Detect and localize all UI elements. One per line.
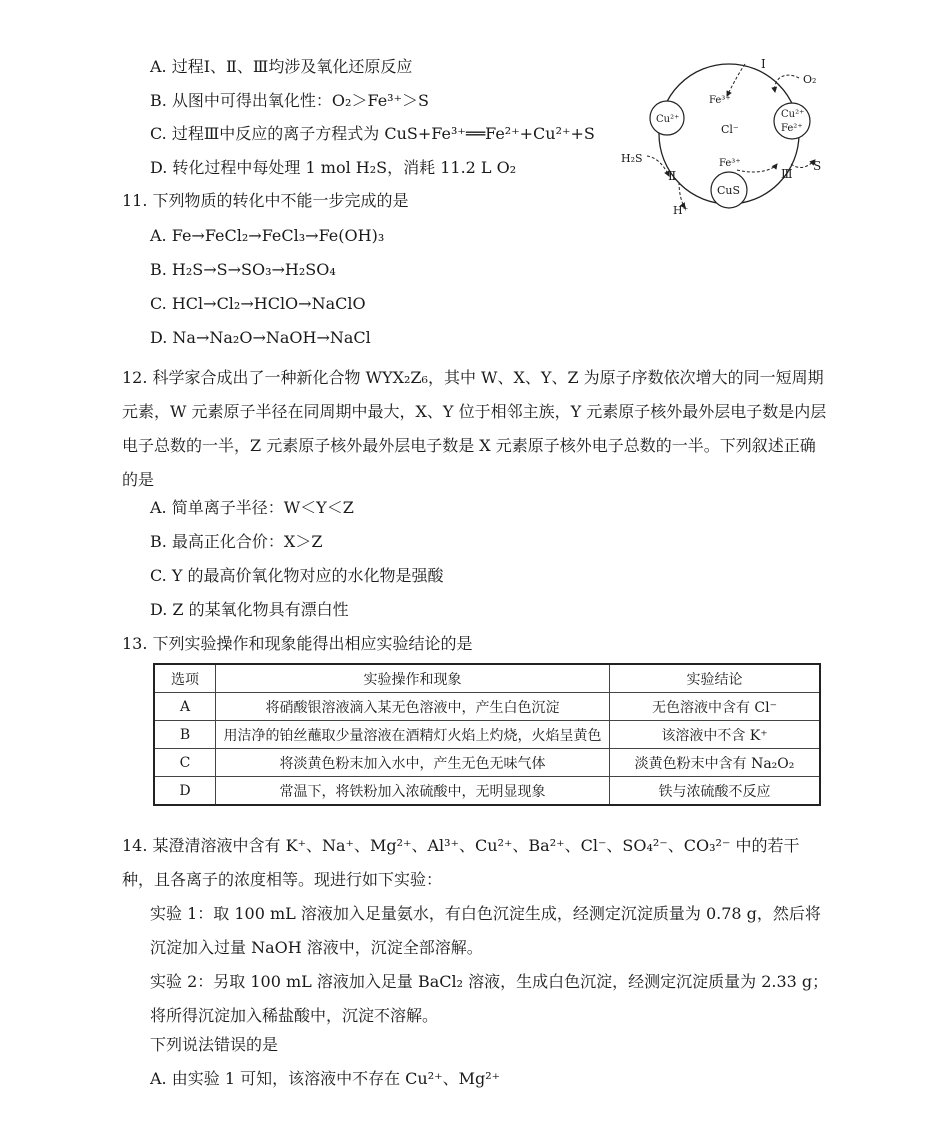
row-operation: 将淡黄色粉末加入水中，产生无色无味气体 xyxy=(216,749,610,777)
arrow-fe3-in xyxy=(737,164,777,172)
arrow-h2s-in xyxy=(647,156,669,176)
q14-stem: 14. 某澄清溶液中含有 K⁺、Na⁺、Mg²⁺、Al³⁺、Cu²⁺、Ba²⁺、Cl⁻、SO₄²⁻、CO₃²⁻ 中的若干种，且各离子的浓度相等。现进行如下实验： xyxy=(122,836,800,889)
q13-table xyxy=(153,663,821,806)
row-option: B xyxy=(154,721,216,749)
q14-question: 下列说法错误的是 xyxy=(150,1035,279,1054)
q13-stem: 13. 下列实验操作和现象能得出相应实验结论的是 xyxy=(122,634,473,653)
fe2-right-label: Fe²⁺ xyxy=(781,123,803,134)
step-ii-label: Ⅱ xyxy=(668,169,677,183)
q11-stem: 11. 下列物质的转化中不能一步完成的是 xyxy=(122,191,409,210)
table-row xyxy=(154,749,820,777)
table-row xyxy=(154,721,820,749)
q12-option-c: C. Y 的最高价氧化物对应的水化物是强酸 xyxy=(150,566,444,585)
q12-option-d: D. Z 的某氧化物具有漂白性 xyxy=(150,600,349,619)
arrow-fe3-out xyxy=(727,64,745,96)
table-row xyxy=(154,693,820,721)
s-label: S xyxy=(813,159,822,173)
fe3-bottom-label: Fe³⁺ xyxy=(719,158,741,169)
row-operation: 常温下，将铁粉加入浓硫酸中，无明显现象 xyxy=(216,777,610,806)
cu2-left-label: Cu²⁺ xyxy=(656,114,680,125)
o2-label: O₂ xyxy=(803,73,817,86)
arrow-s-out xyxy=(791,160,815,167)
row-operation: 用洁净的铂丝蘸取少量溶液在酒精灯火焰上灼烧，火焰呈黄色 xyxy=(216,721,610,749)
cycle-diagram xyxy=(615,52,830,222)
header-operation: 实验操作和现象 xyxy=(216,664,610,693)
table-header-row xyxy=(154,664,820,693)
cl-label: Cl⁻ xyxy=(721,123,739,136)
q12-option-a: A. 简单离子半径：W＜Y＜Z xyxy=(150,498,354,517)
header-conclusion: 实验结论 xyxy=(610,664,821,693)
fe3-top-label: Fe³⁺ xyxy=(709,95,731,106)
q11-option-a: A. Fe→FeCl₂→FeCl₃→Fe(OH)₃ xyxy=(150,226,385,245)
h2s-label: H₂S xyxy=(621,152,643,165)
q12-option-b: B. 最高正化合价：X＞Z xyxy=(150,532,323,551)
step-iii-label: Ⅲ xyxy=(781,167,793,181)
row-operation: 将硝酸银溶液滴入某无色溶液中，产生白色沉淀 xyxy=(216,693,610,721)
q11-option-c: C. HCl→Cl₂→HClO→NaClO xyxy=(150,294,366,313)
q10-option-a: A. 过程Ⅰ、Ⅱ、Ⅲ均涉及氧化还原反应 xyxy=(150,57,413,76)
row-option: A xyxy=(154,693,216,721)
table-row xyxy=(154,777,820,806)
q11-option-d: D. Na→Na₂O→NaOH→NaCl xyxy=(150,328,371,347)
cu2-right-label: Cu²⁺ xyxy=(781,109,805,120)
row-conclusion: 无色溶液中含有 Cl⁻ xyxy=(610,693,821,721)
header-option: 选项 xyxy=(154,664,216,693)
q10-option-b: B. 从图中可得出氧化性：O₂＞Fe³⁺＞S xyxy=(150,91,429,110)
q10-option-d: D. 转化过程中每处理 1 mol H₂S，消耗 11.2 L O₂ xyxy=(150,158,517,177)
row-conclusion: 淡黄色粉末中含有 Na₂O₂ xyxy=(610,749,821,777)
q14-option-a: A. 由实验 1 可知，该溶液中不存在 Cu²⁺、Mg²⁺ xyxy=(150,1069,501,1088)
row-option: C xyxy=(154,749,216,777)
q10-option-c: C. 过程Ⅲ中反应的离子方程式为 CuS+Fe³⁺══Fe²⁺+Cu²⁺+S xyxy=(150,124,595,143)
h-plus-label: H⁺ xyxy=(673,204,689,217)
q11-option-b: B. H₂S→S→SO₃→H₂SO₄ xyxy=(150,260,336,279)
q12-stem: 12. 科学家合成出了一种新化合物 WYX₂Z₆，其中 W、X、Y、Z 为原子序数依次增大的同一短周期元素，W 元素原子半径在同周期中最大，X、Y 位于相邻主族，Y 元素原子核外最外层电子数是内层电子总数的一半，Z 元素原子核外最外层电子数是 X 元素原子核外电子总数的一半。下列叙述正确的是 xyxy=(122,368,827,489)
row-option: D xyxy=(154,777,216,806)
cus-label: CuS xyxy=(717,184,741,197)
row-conclusion: 铁与浓硫酸不反应 xyxy=(610,777,821,806)
q14-experiment-1: 实验 1：取 100 mL 溶液加入足量氨水，有白色沉淀生成，经测定沉淀质量为 0.78 g，然后将沉淀加入过量 NaOH 溶液中，沉淀全部溶解。 xyxy=(150,904,821,957)
row-conclusion: 该溶液中不含 K⁺ xyxy=(610,721,821,749)
step-i-label: Ⅰ xyxy=(761,57,766,71)
q14-experiment-2: 实验 2：另取 100 mL 溶液加入足量 BaCl₂ 溶液，生成白色沉淀，经测定沉淀质量为 2.33 g；将所得沉淀加入稀盐酸中，沉淀不溶解。 xyxy=(150,972,829,1025)
